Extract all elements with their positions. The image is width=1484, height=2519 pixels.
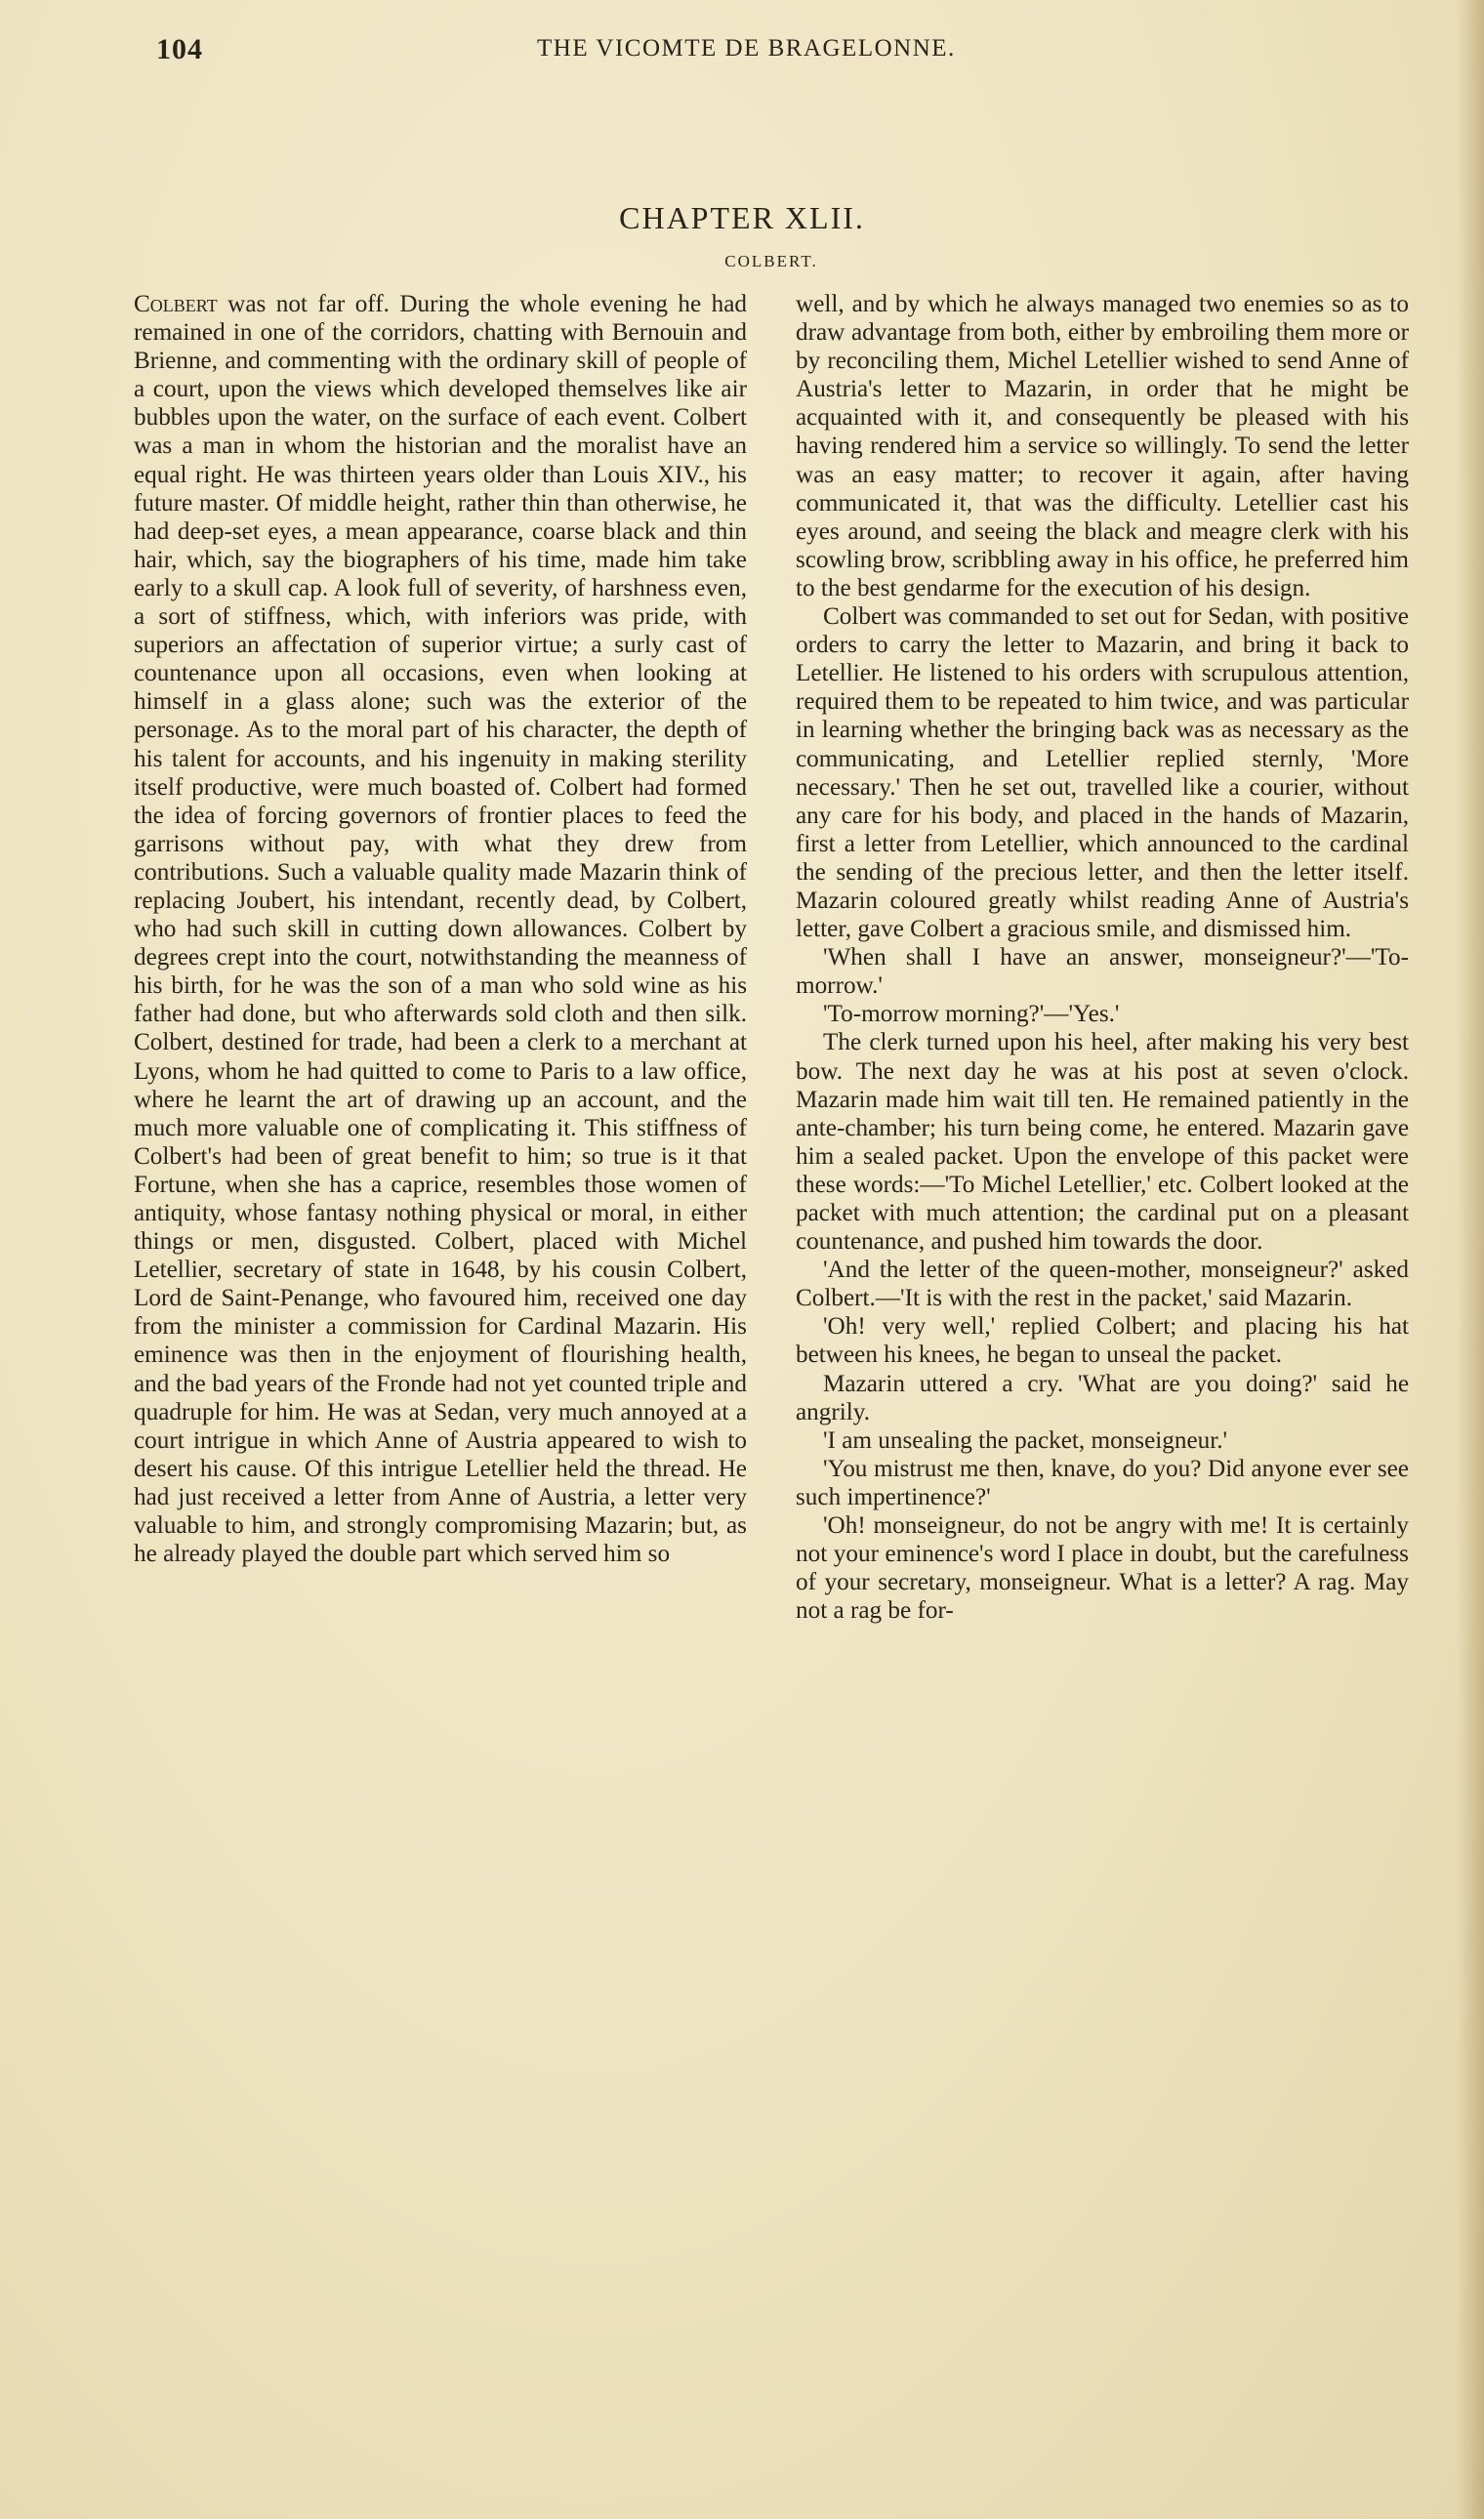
- chapter-subtitle: COLBERT.: [724, 252, 818, 270]
- running-head: THE VICOMTE DE BRAGELONNE.: [537, 35, 956, 62]
- paragraph: The clerk turned upon his heel, after making his very best bow. The next day he was at his post at seven o'clock. Mazarin made him wait till ten. He remained patiently in the ante-chamber; his turn being come, he entered. Mazarin gave him a sealed packet. Upon the envelope of this packet were these words:—'To Michel Letellier,' etc. Colbert looked at the packet with much attention; the cardinal put on a pleasant countenance, and pushed him towards the door.: [796, 1029, 1409, 1256]
- paragraph: 'To-morrow morning?'—'Yes.': [823, 1001, 1120, 1028]
- paragraph: 'Oh! very well,' replied Colbert; and placing his hat between his knees, he began to unseal the packet.: [796, 1313, 1409, 1369]
- paragraph: well, and by which he always managed two enemies so as to draw advantage from both, either by embroiling them more or by reconciling them, Michel Letellier wished to send Anne of Austria's letter to Mazarin, in order that he might be acquainted with it, and consequently be pleased with his having rendered him a service so willingly. To send the letter was an easy matter; to recover it again, after having communicated it, that was the difficulty. Letellier cast his eyes around, and seeing the black and meagre clerk with his scowling brow, scribbling away in his office, he preferred him to the best gendarme for the execution of his design.: [796, 291, 1409, 601]
- paragraph-text: was not far off. During the whole evening he had remained in one of the corridors, chatting with Bernouin and Brienne, and commenting with the ordinary skill of people of a court, upon the views which developed themselves like air bubbles upon the water, on the surface of each event. Colbert was a man in whom the historian and the moralist have an equal right. He was thirteen years older than Louis XIV., his future master. Of middle height, rather thin than otherwise, he had deep-set eyes, a mean appearance, coarse black and thin hair, which, say the biographers of his time, made him take early to a skull cap. A look full of severity, of harshness even, a sort of stiffness, which, with inferiors was pride, with superiors an affectation of superior virtue; a surly cast of countenance upon all occasions, even when looking at himself in a glass alone; such was the exterior of the personage. As to the moral part of his character, the depth of his talent for accounts, and his ingenuity in making sterility itself productive, were much boasted of. Colbert had formed the idea of forcing governors of frontier places to feed the garrisons without pay, with what they drew from contributions. Such a valuable quality made Mazarin think of replacing Joubert, his intendant, recently dead, by Colbert, who had such skill in cutting down allowances. Colbert by degrees crept into the court, notwithstanding the meanness of his birth, for he was the son of a man who sold wine as his father had done, but who afterwards sold cloth and then silk. Colbert, destined for trade, had been a clerk to a merchant at Lyons, whom he had quitted to come to Paris to a law office, where he learnt the art of drawing up an account, and the much more valuable one of complicating it. This stiffness of Colbert's had been of great benefit to him; so true is it that Fortune, when she has a caprice, resembles those women of antiquity, whose fantasy nothing physical or moral, in either things or men, disgusted. Colbert, placed with Michel Letellier, secretary of state in 1648, by his cousin Colbert, Lord de Saint-Penange, who favoured him, received one day from the minister a commission for Cardinal Mazarin. His eminence was then in the enjoyment of flourishing health, and the bad years of the Fronde had not yet counted triple and quadruple for him. He was at Sedan, very much annoyed at a court intrigue in which Anne of Austria appeared to wish to desert his cause. Of this intrigue Letellier held the thread. He had just received a letter from Anne of Austria, a letter very valuable to him, and strongly compromising Mazarin; but, as he already played the double part which served him so: [134, 291, 747, 1568]
- paragraph: 'When shall I have an answer, monseigneur?'—'To-morrow.': [796, 944, 1409, 1000]
- paragraph: [134, 290, 747, 1568]
- paragraph: Colbert was commanded to set out for Sedan, with positive orders to carry the letter to Mazarin, and bring it back to Letellier. He listened to his orders with scrupulous attention, required them to be repeated to him twice, and was particular in learning whether the bringing back was as necessary as the communicating, and Letellier replied sternly, 'More necessary.' Then he set out, travelled like a courier, without any care for his body, and placed in the hands of Mazarin, first a letter from Letellier, which announced to the cardinal the sending of the precious letter, and then the letter itself. Mazarin coloured greatly whilst reading Anne of Austria's letter, gave Colbert a gracious smile, and dismissed him.: [796, 603, 1409, 943]
- paragraph: 'Oh! monseigneur, do not be angry with me! It is certainly not your eminence's word I place in doubt, but the carefulness of your secretary, monseigneur. What is a letter? A rag. May not a rag be for-: [796, 1512, 1409, 1625]
- page-spine-shadow: [1457, 0, 1484, 2519]
- left-column: [134, 290, 747, 1568]
- page-number: 104: [156, 33, 203, 65]
- paragraph: Mazarin uttered a cry. 'What are you doing?' said he angrily.: [796, 1370, 1409, 1425]
- chapter-title: CHAPTER XLII.: [619, 200, 865, 235]
- paragraph: 'And the letter of the queen-mother, monseigneur?' asked Colbert.—'It is with the rest in the packet,' said Mazarin.: [796, 1257, 1409, 1312]
- paragraph: 'I am unsealing the packet, monseigneur.': [823, 1426, 1228, 1454]
- paragraph: 'You mistrust me then, knave, do you? Did anyone ever see such impertinence?': [796, 1455, 1409, 1510]
- page-header: [156, 29, 1396, 68]
- right-column: [796, 290, 1409, 1625]
- opening-word: Colbert: [134, 291, 218, 317]
